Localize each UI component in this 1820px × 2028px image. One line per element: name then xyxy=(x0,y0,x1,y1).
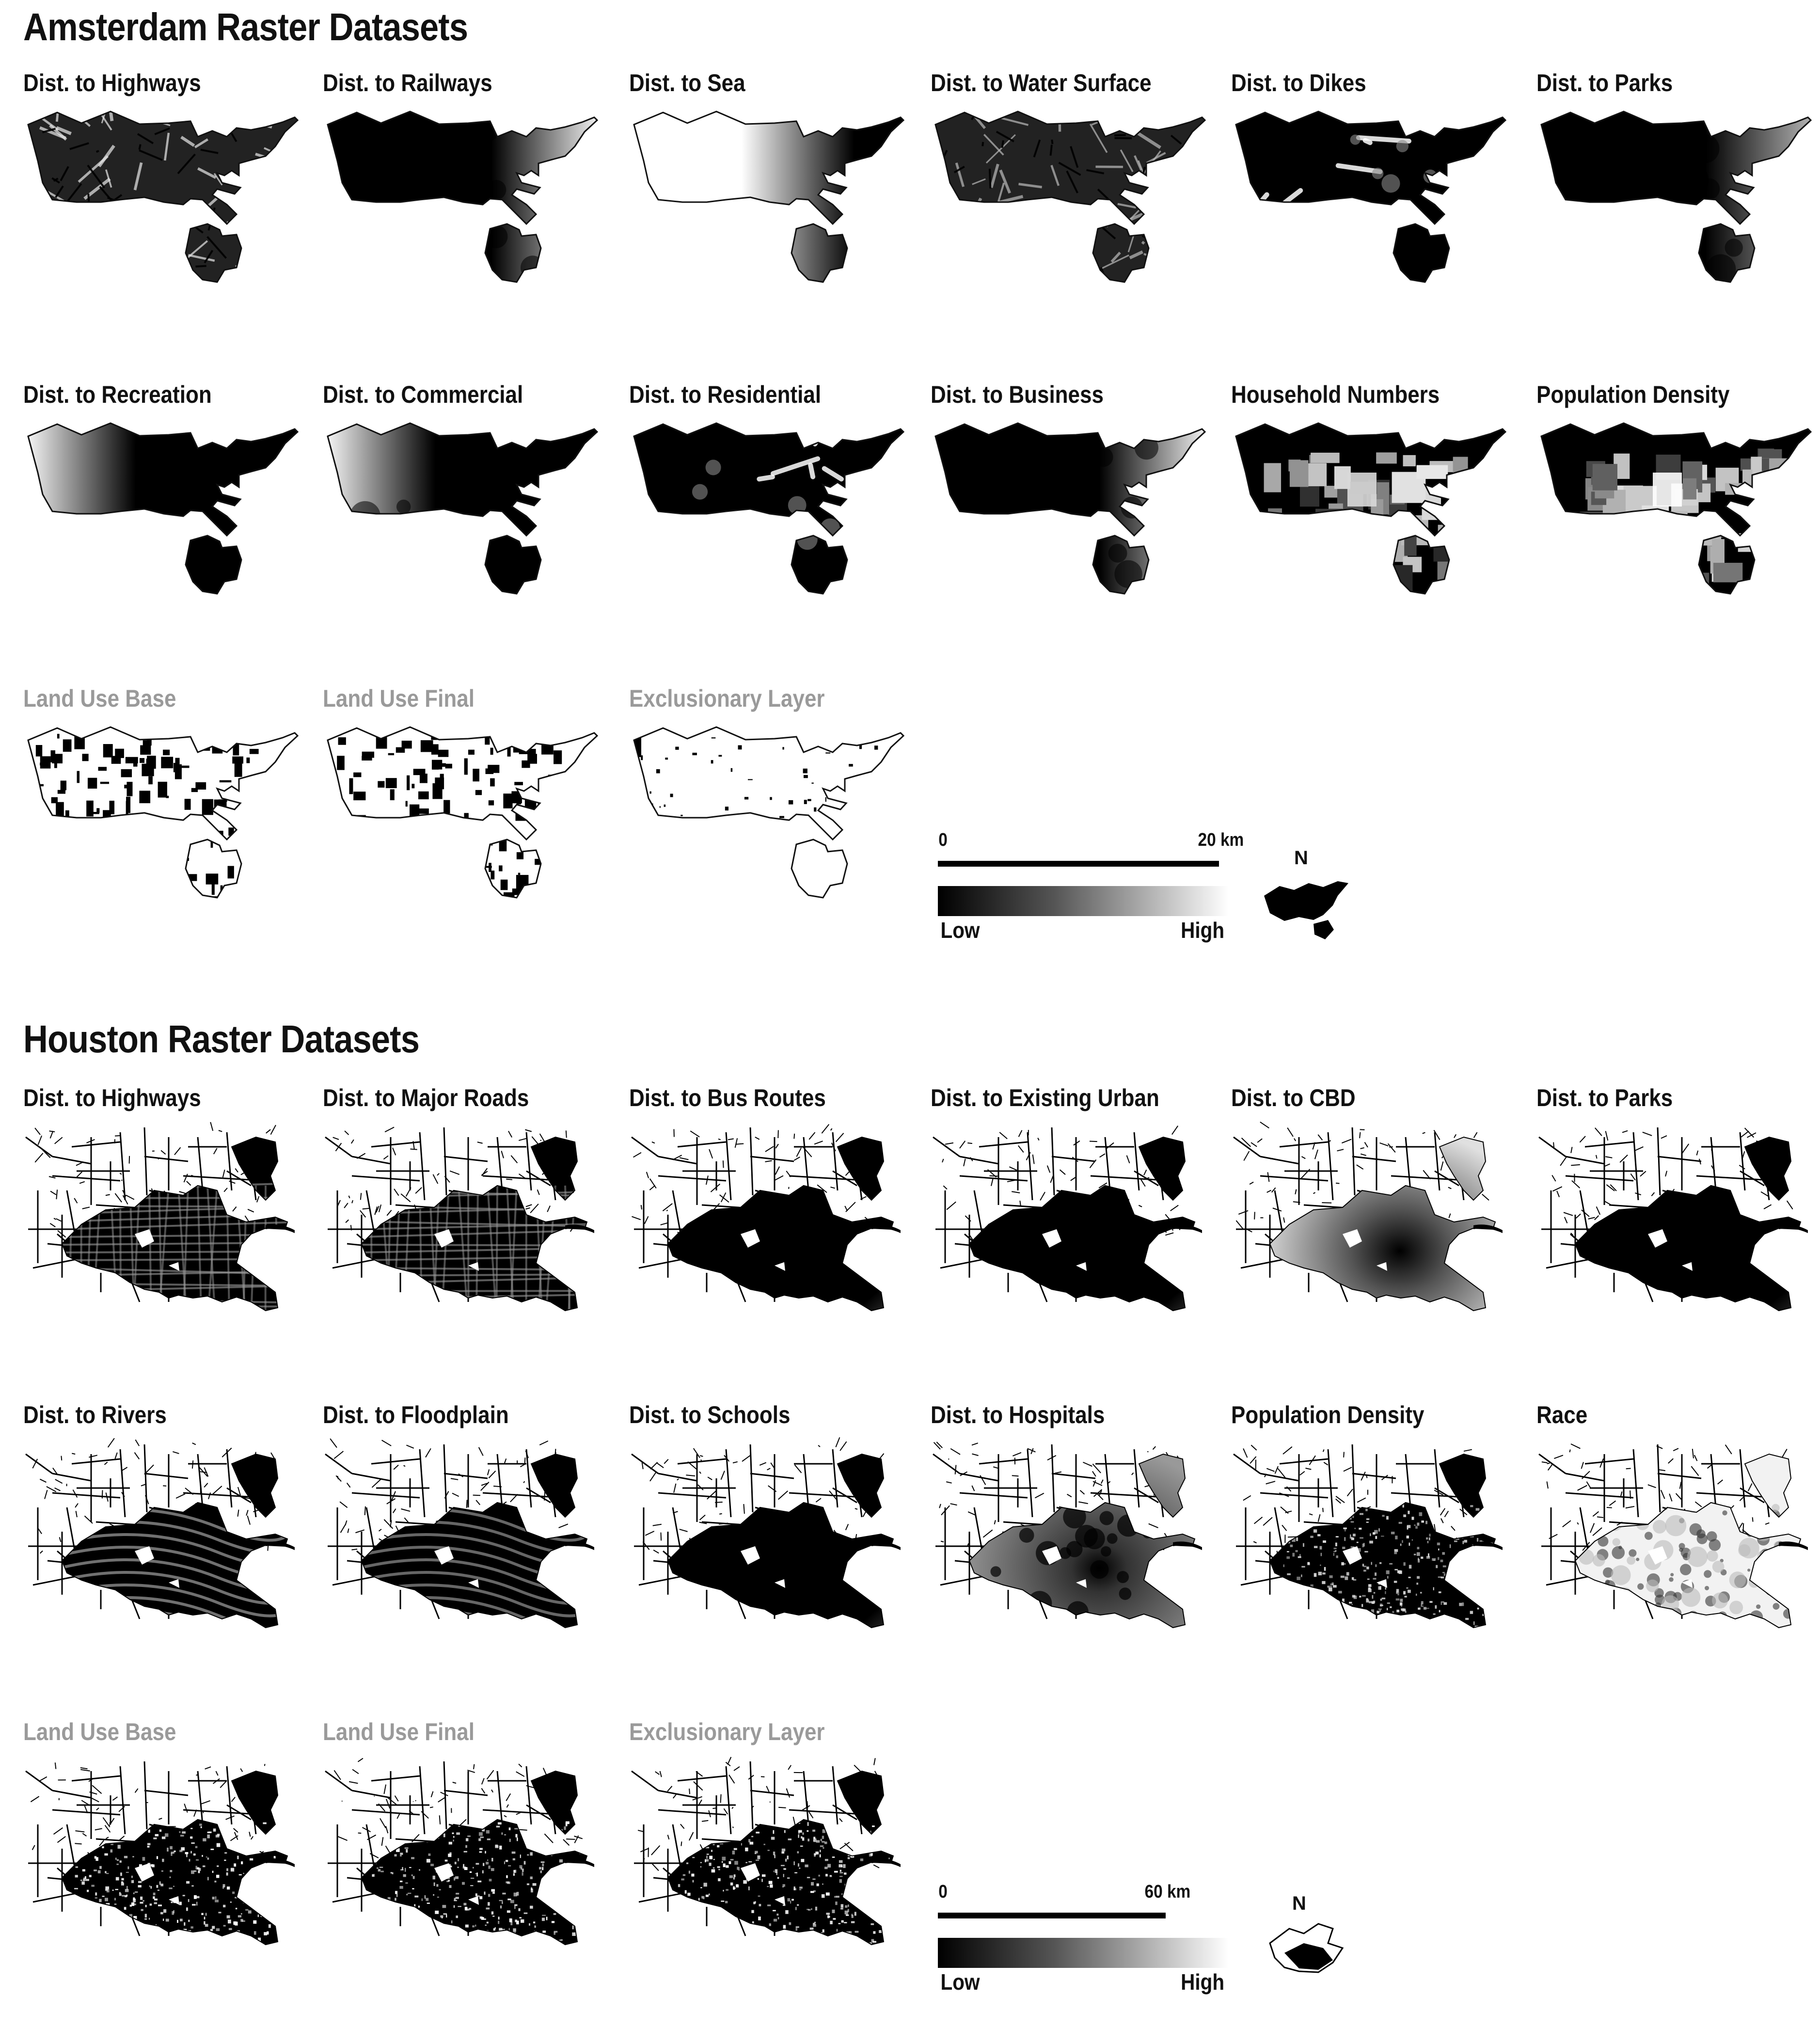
amsterdam-raster-map xyxy=(629,103,910,345)
panel-label: Dist. to Bus Routes xyxy=(629,1084,826,1112)
houston-raster-map xyxy=(629,1435,910,1677)
panel-label: Dist. to Existing Urban xyxy=(931,1084,1159,1112)
amsterdam-raster-map xyxy=(1231,103,1512,345)
amsterdam-raster-map xyxy=(323,718,604,961)
houston-map-panel xyxy=(23,1084,314,1394)
houston-map-panel xyxy=(931,1084,1221,1394)
scale-bar xyxy=(938,1913,1166,1918)
houston-raster-map xyxy=(1231,1435,1512,1677)
amsterdam-map-panel xyxy=(23,69,314,379)
legend-high-label: High xyxy=(1181,1969,1224,1995)
panel-label: Race xyxy=(1536,1401,1587,1429)
houston-north-arrow xyxy=(1260,1893,1357,1990)
houston-raster-map xyxy=(1536,1435,1818,1677)
houston-raster-map xyxy=(323,1752,604,1994)
houston-map-panel xyxy=(931,1401,1221,1711)
amsterdam-raster-map xyxy=(931,414,1212,657)
panel-label: Dist. to Railways xyxy=(323,69,492,97)
amsterdam-section-title: Amsterdam Raster Datasets xyxy=(23,5,468,49)
houston-raster-map xyxy=(931,1435,1212,1677)
panel-label: Exclusionary Layer xyxy=(629,1718,825,1746)
amsterdam-map-panel xyxy=(1536,380,1820,691)
amsterdam-map-panel xyxy=(629,69,920,379)
houston-inset-map-icon xyxy=(1260,1914,1357,1992)
panel-label: Dist. to Recreation xyxy=(23,380,212,409)
panel-label: Dist. to Parks xyxy=(1536,69,1673,97)
houston-raster-map xyxy=(323,1435,604,1677)
houston-raster-map xyxy=(931,1118,1212,1360)
panel-label: Land Use Final xyxy=(323,1718,475,1746)
scale-bar xyxy=(938,861,1219,867)
houston-section-title: Houston Raster Datasets xyxy=(23,1017,419,1062)
panel-label: Household Numbers xyxy=(1231,380,1440,409)
houston-map-panel xyxy=(629,1084,920,1394)
panel-label: Dist. to Schools xyxy=(629,1401,790,1429)
houston-raster-map xyxy=(1536,1118,1818,1360)
amsterdam-raster-map xyxy=(23,414,304,657)
amsterdam-raster-map xyxy=(1231,414,1512,657)
panel-label: Dist. to Sea xyxy=(629,69,745,97)
color-ramp xyxy=(938,886,1229,916)
amsterdam-raster-map xyxy=(629,718,910,961)
amsterdam-inset-map-icon xyxy=(1260,867,1357,944)
panel-label: Dist. to Business xyxy=(931,380,1104,409)
houston-map-panel xyxy=(629,1401,920,1711)
amsterdam-legend xyxy=(938,830,1248,936)
panel-label: Dist. to Water Surface xyxy=(931,69,1152,97)
panel-label: Dist. to Residential xyxy=(629,380,821,409)
legend-low-label: Low xyxy=(941,1969,980,1995)
north-label: N xyxy=(1292,1893,1306,1915)
legend-high-label: High xyxy=(1181,917,1224,943)
legend-low-label: Low xyxy=(941,917,980,943)
scale-end-label: 20 km xyxy=(1198,830,1244,851)
amsterdam-raster-map xyxy=(23,103,304,345)
amsterdam-map-panel xyxy=(629,684,920,995)
houston-map-panel xyxy=(23,1401,314,1711)
amsterdam-raster-map xyxy=(323,103,604,345)
houston-map-panel xyxy=(323,1084,614,1394)
panel-label: Dist. to CBD xyxy=(1231,1084,1356,1112)
houston-map-panel xyxy=(1536,1401,1820,1711)
amsterdam-map-panel xyxy=(931,380,1221,691)
houston-raster-map xyxy=(629,1118,910,1360)
houston-legend xyxy=(938,1882,1248,1988)
panel-label: Land Use Base xyxy=(23,1718,176,1746)
amsterdam-map-panel xyxy=(323,684,614,995)
houston-map-panel xyxy=(23,1718,314,2028)
amsterdam-raster-map xyxy=(23,718,304,961)
amsterdam-map-panel xyxy=(629,380,920,691)
houston-map-panel xyxy=(1231,1084,1522,1394)
scale-end-label: 60 km xyxy=(1144,1882,1190,1902)
color-ramp xyxy=(938,1938,1229,1968)
amsterdam-map-panel xyxy=(323,380,614,691)
houston-raster-map xyxy=(23,1752,304,1994)
panel-label: Dist. to Dikes xyxy=(1231,69,1366,97)
amsterdam-north-arrow xyxy=(1260,847,1357,944)
houston-raster-map xyxy=(323,1118,604,1360)
amsterdam-raster-map xyxy=(1536,414,1818,657)
amsterdam-map-panel xyxy=(23,684,314,995)
houston-map-panel xyxy=(1536,1084,1820,1394)
houston-map-panel xyxy=(323,1718,614,2028)
panel-label: Dist. to Floodplain xyxy=(323,1401,509,1429)
north-label: N xyxy=(1294,847,1308,869)
houston-map-panel xyxy=(629,1718,920,2028)
panel-label: Dist. to Highways xyxy=(23,1084,201,1112)
panel-label: Land Use Base xyxy=(23,684,176,713)
houston-raster-map xyxy=(23,1118,304,1360)
panel-label: Population Density xyxy=(1231,1401,1424,1429)
amsterdam-map-panel xyxy=(1536,69,1820,379)
panel-label: Exclusionary Layer xyxy=(629,684,825,713)
amsterdam-map-panel xyxy=(323,69,614,379)
panel-label: Dist. to Hospitals xyxy=(931,1401,1105,1429)
panel-label: Dist. to Major Roads xyxy=(323,1084,529,1112)
panel-label: Dist. to Commercial xyxy=(323,380,523,409)
panel-label: Population Density xyxy=(1536,380,1729,409)
houston-raster-map xyxy=(1231,1118,1512,1360)
houston-raster-map xyxy=(629,1752,910,1994)
amsterdam-map-panel xyxy=(931,69,1221,379)
amsterdam-raster-map xyxy=(629,414,910,657)
amsterdam-map-panel xyxy=(1231,69,1522,379)
scale-start-label: 0 xyxy=(938,830,948,851)
amsterdam-raster-map xyxy=(931,103,1212,345)
panel-label: Land Use Final xyxy=(323,684,475,713)
amsterdam-raster-map xyxy=(1536,103,1818,345)
amsterdam-map-panel xyxy=(23,380,314,691)
panel-label: Dist. to Rivers xyxy=(23,1401,167,1429)
amsterdam-map-panel xyxy=(1231,380,1522,691)
houston-raster-map xyxy=(23,1435,304,1677)
houston-map-panel xyxy=(1231,1401,1522,1711)
panel-label: Dist. to Parks xyxy=(1536,1084,1673,1112)
amsterdam-raster-map xyxy=(323,414,604,657)
scale-start-label: 0 xyxy=(938,1882,948,1902)
houston-map-panel xyxy=(323,1401,614,1711)
panel-label: Dist. to Highways xyxy=(23,69,201,97)
